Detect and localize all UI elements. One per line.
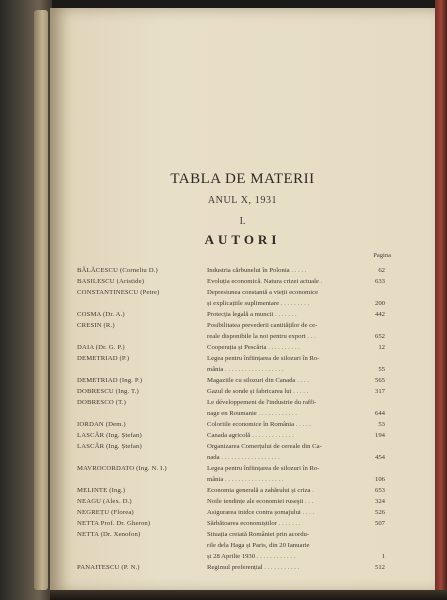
entry-author: DOBRESCO (T.)	[77, 399, 127, 406]
entry-author: PANAITESCU (P. N.)	[77, 564, 140, 571]
leader-dots: . . . . . . . . . . . . . . . . . .	[219, 454, 280, 461]
entry-page-number: 454	[374, 454, 385, 461]
entry-title-text: Noile tendințe ale economiei ruseşti	[207, 498, 304, 505]
entry-title-text: nage en Roumanie	[207, 410, 257, 417]
entry-author: COSMA (Dr. A.)	[77, 311, 125, 318]
entry-page-number: 106	[374, 476, 385, 483]
toc-entry	[0, 421, 447, 431]
entry-title	[207, 432, 294, 439]
entry-title	[207, 465, 320, 472]
toc-entry	[0, 388, 447, 398]
entry-title	[207, 410, 297, 417]
toc-entry	[0, 498, 447, 508]
entry-author: NEAGU (Alex. D.)	[77, 498, 132, 505]
entry-title-text: Posibilitatea prevederii cantităților de ce-	[207, 322, 318, 329]
entry-title-text: Situația creiată României prin acordu-	[207, 531, 310, 538]
entry-author: DAIA (Dr. G. P.)	[77, 344, 125, 351]
toc-entry	[0, 355, 447, 365]
entry-title	[207, 377, 309, 384]
toc-entry	[0, 267, 447, 277]
toc-entry	[0, 300, 447, 310]
entry-title	[207, 443, 322, 450]
entry-author: NETTA Prof. Dr. Gheron)	[77, 520, 151, 527]
entry-title-text: Coloriile economice în România	[207, 421, 295, 428]
toc-entry	[0, 443, 447, 453]
toc-entry	[0, 531, 447, 541]
entry-author: CONSTANTINESCU (Petre)	[77, 289, 160, 296]
entry-title	[207, 421, 311, 428]
leader-dots: . . . . . . . . . . .	[262, 564, 300, 571]
entry-title	[207, 366, 284, 373]
entry-page-number: 512	[374, 564, 385, 571]
toc-entry	[0, 564, 447, 574]
toc-entry	[0, 465, 447, 475]
entry-page-number: 507	[374, 520, 385, 527]
entry-title-text: Organizarea Comerțului de cereale din Ca-	[207, 443, 322, 450]
entry-title-text: Gazul de sonde și fabricarea lui	[207, 388, 292, 395]
leader-dots: . . . . . . . . . . . . .	[250, 432, 294, 439]
toc-entry	[0, 366, 447, 376]
entry-title	[207, 531, 309, 538]
entry-title-text: Industria cărbunelui în Polonia	[207, 267, 290, 274]
entry-title	[207, 498, 313, 505]
entry-author: BĂLĂCESCU (Corneliu D.)	[77, 267, 158, 274]
entry-page-number: 652	[374, 333, 385, 340]
entry-page-number: 317	[374, 388, 385, 395]
leader-dots: . . . . . . . . . . . .	[256, 410, 297, 417]
entry-page-number: 53	[378, 421, 385, 428]
entry-title-text: și 28 Aprilie 1930	[207, 553, 256, 560]
leader-dots: . . .	[303, 498, 314, 505]
leader-dots: . . . . . . . . .	[279, 300, 310, 307]
toc-entry	[0, 432, 447, 442]
toc-entry	[0, 520, 447, 530]
page-column-label: Pagina	[373, 252, 391, 259]
entry-title	[207, 300, 309, 307]
entry-title	[207, 553, 295, 560]
entry-page-number: 653	[374, 487, 385, 494]
entry-title-text: reale disponibile la noi pentru export	[207, 333, 306, 340]
entry-title-text: mânia	[207, 366, 224, 373]
entry-title	[207, 454, 280, 461]
entry-title-text: Legea pentru înființarea de silozuri în Ro-	[207, 355, 320, 362]
entry-title	[207, 399, 316, 406]
volume-year: ANUL X, 1931	[207, 195, 278, 206]
toc-entry	[0, 399, 447, 409]
entry-title	[207, 542, 310, 549]
entry-title	[207, 344, 300, 351]
entry-author: DOBRESCU (Ing. T.)	[77, 388, 139, 395]
entry-author: DEMETRIAD (Ing. P.)	[77, 377, 143, 384]
entry-page-number: 1	[381, 553, 385, 560]
entry-title	[207, 487, 314, 494]
entry-page-number: 194	[374, 432, 385, 439]
entry-title-text: Magaziile cu silozuri din Canada	[207, 377, 296, 384]
leader-dots: . . . . . . . . . . . . . . . . . .	[223, 366, 284, 373]
leader-dots: . . . .	[300, 509, 315, 516]
toc-entry	[0, 509, 447, 519]
entry-title	[207, 388, 308, 395]
entry-title	[207, 278, 322, 285]
leader-dots: . . . . .	[291, 388, 309, 395]
entry-author: NEGREȚU (Florea)	[77, 509, 134, 516]
entry-author: DEMETRIAD (P.)	[77, 355, 130, 362]
entry-page-number: 200	[374, 300, 385, 307]
toc-entry	[0, 487, 447, 497]
entry-title-text: Evoluția economică. Natura crizei actuale	[207, 278, 319, 285]
entry-page-number: 565	[374, 377, 385, 384]
entry-title	[207, 520, 300, 527]
leader-dots: . . . .	[295, 377, 309, 384]
entry-title-text: nada	[207, 454, 220, 461]
entry-page-number: 324	[374, 498, 385, 505]
toc-entry	[0, 311, 447, 321]
entry-page-number: 62	[378, 267, 385, 274]
entry-title-text: Asigurarea inidce contra șomajului	[207, 509, 301, 516]
entry-title-text: Cooperația și Pescăria	[207, 344, 267, 351]
section-number: I.	[239, 216, 246, 227]
toc-entry	[0, 476, 447, 486]
leader-dots: . . . . . . . . . . . . . . . . . .	[223, 476, 284, 483]
entry-author: LASCĂR (Ing. Ștefan)	[77, 443, 142, 450]
entry-author: NETTA (Dr. Xenofon)	[77, 531, 141, 538]
leader-dots: .	[310, 487, 314, 494]
entry-title	[207, 267, 306, 274]
entry-author: MAVROCORDATO (Ing. N. I.)	[77, 465, 167, 472]
entry-title-text: Canada agricolă	[207, 432, 251, 439]
entry-title	[207, 564, 299, 571]
entry-title	[207, 311, 297, 318]
page-title: TABLA DE MATERII	[170, 171, 315, 187]
toc-entry	[0, 322, 447, 332]
leader-dots: .	[318, 278, 323, 285]
entry-title	[207, 509, 314, 516]
toc-entry	[0, 553, 447, 563]
entry-title	[207, 476, 284, 483]
leader-dots: . . . . . . .	[273, 311, 297, 318]
entry-author: BASILESCU (Aristide)	[77, 278, 145, 285]
entry-author: LASCĂR (Ing. Ștefan)	[77, 432, 142, 439]
leader-dots: . . . . . . .	[277, 520, 301, 527]
entry-page-number: 526	[374, 509, 385, 516]
entry-title-text: Le développement de l'industrie du raffi-	[207, 399, 317, 406]
section-title: AUTORI	[204, 232, 281, 247]
entry-title-text: Economia generală a zahărului și criza	[207, 487, 311, 494]
toc-entry	[0, 333, 447, 343]
toc-entry	[0, 289, 447, 299]
toc-entry	[0, 278, 447, 288]
entry-page-number: 644	[374, 410, 385, 417]
leader-dots: . . . . . . . . . . . .	[255, 553, 296, 560]
entry-title	[207, 333, 316, 340]
entry-title-text: mânia	[207, 476, 224, 483]
toc-entry	[0, 410, 447, 420]
entry-page-number: 633	[374, 278, 385, 285]
entry-title-text: Regimul preferențial	[207, 564, 263, 571]
entry-title	[207, 289, 318, 296]
entry-page-number: 12	[378, 344, 385, 351]
entry-title-text: și explicațiile suplimentare	[207, 300, 280, 307]
entry-page-number: 55	[378, 366, 385, 373]
entry-title-text: Depresiunea constantă a vieții economice	[207, 289, 319, 296]
leader-dots: . . . . .	[294, 421, 311, 428]
entry-title-text: Legea pentru înființarea de silozuri în Ro-	[207, 465, 320, 472]
entry-author: MELINTE (Ing.)	[77, 487, 126, 494]
leader-dots: . . . . .	[289, 267, 307, 274]
toc-entry	[0, 542, 447, 552]
entry-page-number: 442	[374, 311, 385, 318]
entry-title-text: rile dela Haga și Paris, din 20 Ianuarie	[207, 542, 310, 549]
toc-entry	[0, 377, 447, 387]
leader-dots: . . . . . . . . . .	[266, 344, 300, 351]
toc-entry	[0, 454, 447, 464]
entry-title-text: Protecția legală a muncii	[207, 311, 274, 318]
leader-dots: . . .	[305, 333, 316, 340]
entry-author: IORDAN (Dem.)	[77, 421, 126, 428]
entry-title-text: Sărbătoarea economiștilor	[207, 520, 278, 527]
toc-entry	[0, 344, 447, 354]
entry-title	[207, 322, 317, 329]
entry-title	[207, 355, 320, 362]
entry-author: CRESIN (R.)	[77, 322, 115, 329]
